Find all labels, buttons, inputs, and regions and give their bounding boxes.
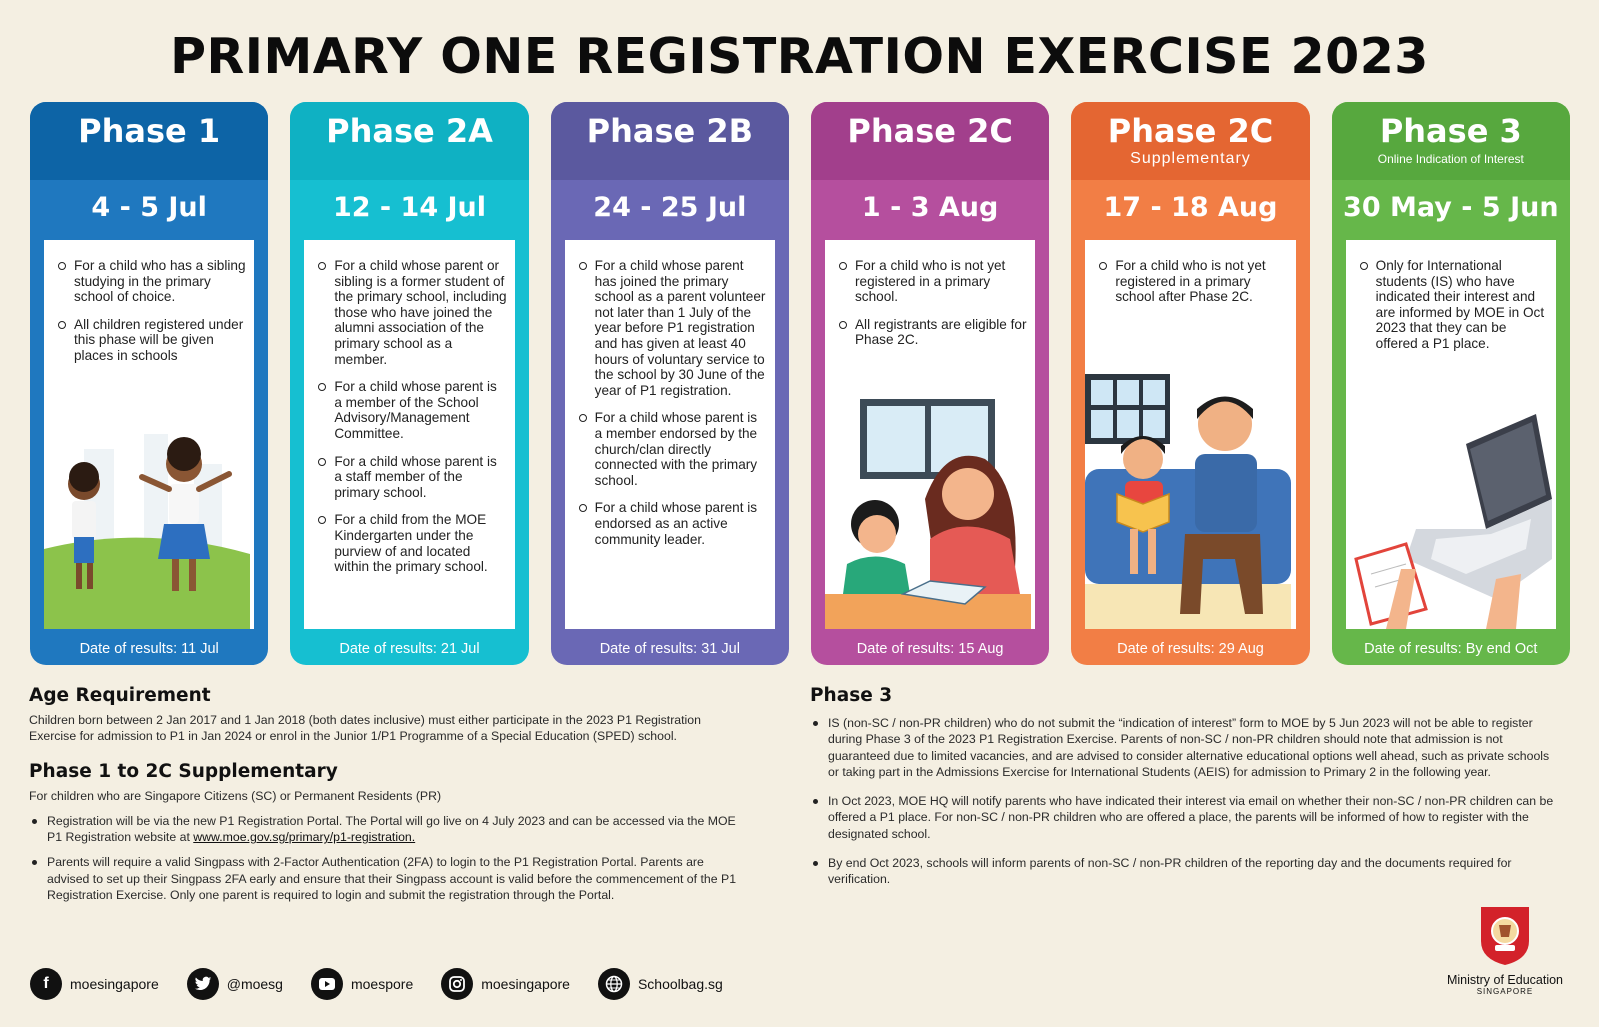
phase3-heading: Phase 3	[810, 685, 893, 706]
list-item: IS (non-SC / non-PR children) who do not submit the “indication of interest” form to MOE by 5 Jun 2023 will not be able to register during Phase 3 of the 2023 P1 Registration Exercise. Parents of non-SC / non-PR children should note that admission is not guaranteed due to limited vacancies, and are advised to consider alternative educational options well ahead, such as private schools or taking part in the Admissions Exercise for International Students (AEIS) for admission to Primary 2 in the following year.	[810, 715, 1555, 780]
globe-icon	[598, 968, 630, 1000]
phase-date: 17 - 18 Aug	[1103, 192, 1278, 223]
left-info-column	[29, 685, 749, 903]
phase-name: Phase 2A	[326, 112, 493, 150]
youtube-icon	[311, 968, 343, 1000]
phase-point: For a child whose parent is a member endorsed by the church/clan directly connected with the primary school.	[579, 410, 767, 488]
mother-reading-illustration	[825, 389, 1031, 629]
page-title: PRIMARY ONE REGISTRATION EXERCISE 2023	[170, 28, 1429, 85]
phase-details-card	[565, 240, 775, 629]
phase-point: For a child whose parent or sibling is a former student of the primary school, including those who have joined the alumni association of the primary school as a member.	[318, 258, 506, 367]
social-links	[30, 968, 723, 1000]
moe-crest-icon	[1473, 903, 1537, 967]
phase-2c-column	[811, 102, 1049, 665]
results-date: Date of results: 11 Jul	[79, 641, 219, 657]
phase-name: Phase 2B	[586, 112, 753, 150]
phase-date: 30 May - 5 Jun	[1343, 192, 1559, 223]
ministry-name: Ministry of Education	[1446, 973, 1564, 987]
phases-row	[30, 102, 1570, 665]
phase-details-card	[1346, 240, 1556, 629]
list-item: In Oct 2023, MOE HQ will notify parents who have indicated their interest via email on whether their non-SC / non-PR children can be offered a P1 place. For non-SC / non-PR children who are offered a place, the parents will be informed of how to register with the designated school.	[810, 793, 1555, 842]
phase-point: For a child who has a sibling studying in the primary school of choice.	[58, 258, 246, 305]
phase-point: For a child from the MOE Kindergarten under the purview of and located within the primary school.	[318, 512, 506, 574]
phase1-to-2c-heading: Phase 1 to 2C Supplementary	[29, 760, 338, 782]
phase-date: 12 - 14 Jul	[332, 192, 487, 223]
phase-subtitle: Supplementary	[1130, 150, 1251, 167]
phase-details-card	[304, 240, 514, 629]
phase-name: Phase 2C	[1107, 112, 1274, 150]
phase-point: For a child who is not yet registered in a primary school.	[839, 258, 1027, 305]
results-date: Date of results: 29 Aug	[1117, 641, 1264, 657]
children-playing-illustration	[44, 429, 250, 629]
phase-2c-supplementary-column	[1071, 102, 1309, 665]
laptop-typing-illustration	[1346, 409, 1552, 629]
phase-date: 1 - 3 Aug	[861, 192, 999, 223]
social-website[interactable]: Schoolbag.sg	[598, 968, 723, 1000]
age-requirement-heading: Age Requirement	[29, 685, 211, 706]
phase1-to-2c-intro: For children who are Singapore Citizens (SC) or Permanent Residents (PR)	[29, 788, 442, 803]
phase3-list	[810, 715, 1555, 888]
father-son-illustration	[1085, 344, 1291, 629]
phase-point: For a child whose parent has joined the primary school as a parent volunteer not later than 1 July of the year before P1 registration and has given at least 40 hours of voluntary service to the school by 30 June of the year of P1 registration.	[579, 258, 767, 398]
phase-name: Phase 1	[78, 112, 221, 150]
p1-registration-link[interactable]: www.moe.gov.sg/primary/p1-registration.	[193, 830, 416, 845]
phase1-to-2c-list	[29, 813, 749, 903]
social-twitter[interactable]: @moesg	[187, 968, 283, 1000]
phase-point: For a child who is not yet registered in a primary school after Phase 2C.	[1099, 258, 1287, 305]
results-date: Date of results: 31 Jul	[599, 641, 740, 657]
phase-subtitle: Online Indication of Interest	[1377, 152, 1524, 166]
results-date: Date of results: By end Oct	[1364, 641, 1538, 657]
results-date: Date of results: 15 Aug	[856, 641, 1004, 657]
phase-name: Phase 3	[1379, 112, 1522, 150]
instagram-icon	[441, 968, 473, 1000]
phase-point: For a child whose parent is endorsed as an active community leader.	[579, 500, 767, 547]
list-item: Registration will be via the new P1 Registration Portal. The Portal will go live on 4 July 2023 and can be accessed via the MOE P1 Registration website at www.moe.gov.sg/primary/p1-registration.	[29, 813, 749, 846]
phase-details-card	[825, 240, 1035, 629]
phase-2a-column	[290, 102, 528, 665]
social-youtube[interactable]: moespore	[311, 968, 413, 1000]
phase-point: All registrants are eligible for Phase 2C.	[839, 317, 1027, 348]
moe-logo-block	[1430, 903, 1580, 996]
phase-point: Only for International students (IS) who have indicated their interest and are informed by MOE in Oct 2023 that they can be offered a P1 place.	[1360, 258, 1548, 352]
phase-details-card	[44, 240, 254, 629]
phase-3-column	[1332, 102, 1570, 665]
right-info-column	[810, 685, 1555, 888]
ministry-country: SINGAPORE	[1476, 987, 1534, 996]
phase-2b-column	[551, 102, 789, 665]
phase-1-column	[30, 102, 268, 665]
phase-point: For a child whose parent is a member of the School Advisory/Management Committee.	[318, 379, 506, 441]
facebook-icon: f	[30, 968, 62, 1000]
results-date: Date of results: 21 Jul	[339, 641, 480, 657]
phase-date: 24 - 25 Jul	[593, 192, 747, 223]
list-item: Parents will require a valid Singpass with 2-Factor Authentication (2FA) to login to the P1 Registration Portal. Parents are advised to set up their Singpass 2FA early and ensure that their Singpass account is valid before the commencement of the P1 Registration Exercise. Only one parent is required to login and submit the registration through the Portal.	[29, 854, 749, 903]
phase-details-card	[1085, 240, 1295, 629]
age-requirement-text: Children born between 2 Jan 2017 and 1 Jan 2018 (both dates inclusive) must either participate in the 2023 P1 Registration Exercise for admission to P1 in Jan 2024 or enrol in the Junior 1/P1 Programme of a Special Education (SPED) school.	[29, 713, 701, 744]
list-item: By end Oct 2023, schools will inform parents of non-SC / non-PR children of the reporting day and the documents required for verification.	[810, 855, 1555, 888]
social-facebook[interactable]: f moesingapore	[30, 968, 159, 1000]
twitter-icon	[187, 968, 219, 1000]
phase-point: All children registered under this phase will be given places in schools	[58, 317, 246, 364]
phase-point: For a child whose parent is a staff member of the primary school.	[318, 454, 506, 501]
phase-name: Phase 2C	[847, 112, 1013, 150]
social-instagram[interactable]: moesingapore	[441, 968, 570, 1000]
phase-date: 4 - 5 Jul	[91, 192, 207, 223]
